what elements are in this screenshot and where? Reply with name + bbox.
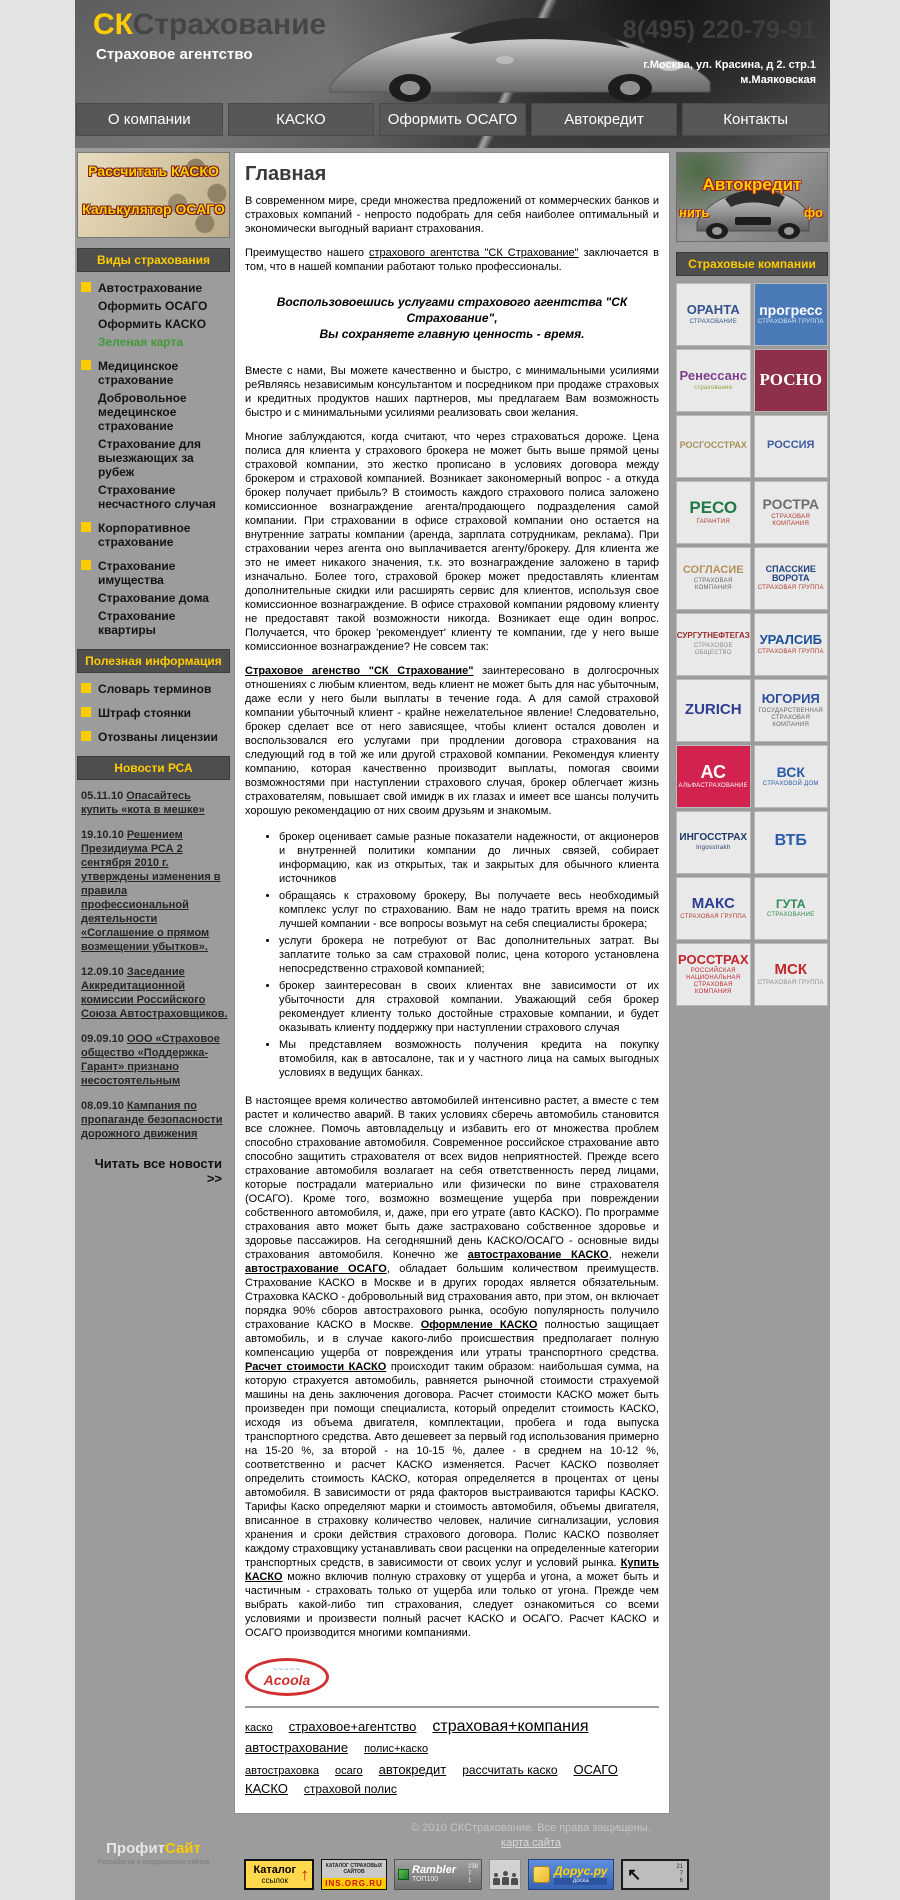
sitemap-link[interactable]: карта сайта bbox=[501, 1837, 561, 1849]
news-link: ООО «Страховое общество «Поддержка-Гарант» признано несостоятельным bbox=[81, 1033, 220, 1087]
news-item[interactable] bbox=[81, 1099, 228, 1141]
menu-item-label: Оформить ОСАГО bbox=[98, 299, 208, 313]
inline-link[interactable]: страхового агентства "СК Страхование" bbox=[369, 247, 579, 259]
nav-tab[interactable]: Оформить ОСАГО bbox=[379, 103, 526, 136]
menu-item-label: Отозваны лицензии bbox=[98, 730, 218, 744]
company-logo[interactable] bbox=[676, 547, 751, 610]
sidebar-menu-item[interactable] bbox=[77, 607, 230, 639]
sitemap bbox=[232, 1837, 830, 1849]
text-segment: , нежели bbox=[608, 1249, 659, 1261]
company-logo[interactable] bbox=[676, 613, 751, 676]
news-header: Новости РСА bbox=[77, 756, 230, 780]
benefits-list bbox=[279, 830, 659, 1080]
text-segment: происходит таким образом: наибольшая сумма, на которую страхуется автомобиль, равняется рыночной стоимости страхуемой машины на день заключения договора. Расчет стоимости КАСКО может быть произведен при помощи специалиста, который определит стоимость КАСКО, исходя из объема двигателя, комплектации, пробега и года выпуска транспортного средства. Авто дешевеет за первый год использования примерно на 15-20 %, за второй - на 10-15 %, далее - в среднем на 10-12 %, соответственно и расчет КАСКО изменяется. Расчет КАСКО позволяет определить стоимость КАСКО, которая определяется в процентах от цены автомобиля. В зависимости от ряда факторов выстраиваются тарифы КАСКО. Тарифы Каско определяют марки и стоимость автомобиля, объемы двигателя, вписанное в страховку количество человек, наличие сигнализации, условия хранения и сроки действия страхового договора. Полис КАСКО позволяет каждому страховщику устанавливать свои расценки на определенные категории транспортных средств, в зависимости от своих услуг и условий рынка. bbox=[245, 1361, 659, 1569]
company-logo[interactable] bbox=[676, 811, 751, 874]
news-date: 08.09.10 bbox=[81, 1100, 124, 1112]
company-logo[interactable] bbox=[676, 349, 751, 412]
menu-item-label: Добровольное медецинское страхование bbox=[98, 391, 187, 433]
company-subtitle: страхование bbox=[694, 384, 733, 391]
company-subtitle: СТРАХОВАЯ ГРУППА bbox=[757, 979, 824, 986]
company-name: ZURICH bbox=[684, 700, 742, 718]
banner-visitor-counter[interactable] bbox=[489, 1859, 521, 1890]
company-logo[interactable] bbox=[676, 283, 751, 346]
company-logo[interactable] bbox=[754, 811, 829, 874]
companies-header: Страховые компании bbox=[676, 252, 828, 276]
sidebar-menu-item[interactable] bbox=[77, 357, 230, 389]
intro-quote bbox=[259, 294, 645, 342]
company-subtitle: СТРАХОВАЯ ГРУППА bbox=[757, 585, 824, 592]
acoola-wave-decor: ~~~~~ bbox=[272, 1665, 302, 1674]
rambler-cube-icon bbox=[398, 1869, 409, 1880]
company-name: ЮГОРИЯ bbox=[761, 691, 820, 707]
news-item[interactable] bbox=[81, 828, 228, 954]
company-logo[interactable] bbox=[754, 481, 829, 544]
company-subtitle: ГОСУДАРСТВЕННАЯ СТРАХОВАЯ КОМПАНИЯ bbox=[758, 707, 824, 728]
person-icon bbox=[502, 1871, 509, 1885]
arrow-counter-numbers bbox=[676, 1864, 683, 1885]
menu-item-label: Страхование квартиры bbox=[98, 609, 176, 637]
tag-link[interactable]: автостраховка bbox=[245, 1765, 320, 1777]
arrow-up-left-icon: ↖ bbox=[627, 1865, 642, 1884]
rambler-top100: ТОП100 bbox=[412, 1876, 439, 1883]
news-date: 09.09.10 bbox=[81, 1033, 124, 1045]
news-list bbox=[77, 787, 230, 1141]
ins-banner-caption: КАТАЛОГ СТРАХОВЫХ САЙТОВ bbox=[322, 1860, 386, 1878]
company-name: АС bbox=[700, 761, 727, 782]
company-logo[interactable] bbox=[676, 943, 751, 1006]
text-segment: заключается в том, что в нашей компании работают только профессионалы. bbox=[245, 247, 660, 273]
news-item[interactable] bbox=[81, 1032, 228, 1088]
rambler-counter bbox=[468, 1864, 478, 1885]
nav-tab[interactable]: Контакты bbox=[682, 103, 829, 136]
company-subtitle: СТРАХОВАЯ ГРУППА bbox=[757, 648, 824, 655]
paragraph bbox=[245, 246, 659, 274]
person-icon bbox=[511, 1873, 518, 1885]
company-logo[interactable] bbox=[754, 415, 829, 478]
company-logo[interactable] bbox=[754, 349, 829, 412]
menu-item-label: Зеленая карта bbox=[98, 335, 183, 349]
sidebar-menu-item[interactable] bbox=[77, 315, 230, 333]
rambler-name: Rambler bbox=[412, 1864, 457, 1876]
sidebar-menu-item[interactable] bbox=[77, 704, 230, 722]
company-subtitle: СТРАХОВАНИЕ bbox=[766, 912, 815, 919]
paragraph bbox=[245, 664, 659, 818]
inline-link[interactable]: автострахование КАСКО bbox=[467, 1249, 609, 1261]
ins-banner-domain: INS.ORG.RU bbox=[322, 1878, 386, 1889]
menu-item-label: Страхование дома bbox=[98, 591, 209, 605]
company-logo[interactable] bbox=[754, 679, 829, 742]
sidebar-menu-item[interactable] bbox=[77, 481, 230, 513]
profitsite-logo[interactable]: ПрофитСайт bbox=[106, 1840, 201, 1857]
company-name: Ренессанс bbox=[679, 368, 747, 384]
inline-link[interactable]: Расчет стоимости КАСКО bbox=[245, 1361, 387, 1373]
sidebar-menu-item[interactable] bbox=[77, 279, 230, 297]
company-name: РОСНО bbox=[759, 369, 822, 389]
company-name: прогресс bbox=[759, 301, 823, 318]
tag-link[interactable]: автокредит bbox=[378, 1762, 447, 1777]
company-name: РОССИЯ bbox=[767, 438, 815, 451]
inline-link[interactable]: Купить КАСКО bbox=[245, 1557, 659, 1583]
profitsite-subtitle: Разработка и продвижение сайтов bbox=[97, 1859, 210, 1866]
rambler-count-3: 1 bbox=[467, 1878, 472, 1884]
menu-item-label: Страхование для выезжающих за рубеж bbox=[98, 437, 202, 479]
news-date: 12.09.10 bbox=[81, 966, 124, 978]
logo-rest: Страхование bbox=[132, 8, 327, 41]
company-subtitle: СТРАХОВАЯ ГРУППА bbox=[680, 913, 747, 920]
company-name: УРАЛСИБ bbox=[759, 632, 822, 648]
page-title: Главная bbox=[245, 163, 327, 185]
address-line1: г.Москва, ул. Красина, д 2. стр.1 bbox=[643, 59, 816, 71]
text-segment: заинтересовано в долгосрочных отношениях с любым клиентом, ведь клиент не может быть для нас убыточным, даже если у него были выплаты в течение года. А для самой страховой компании убыточный клиент - крайне нежелательное явление! Следовательно, брокер сделает все от него зависящее, чтобы клиент остался доволен и воспользовался его услугами при продлении договора страхования на следующий год в той же или другой страховой компании. Рекомендуя клиенту компанию, которая качественно производит выплаты, помогая своими возможностями при наступлении страхового случая, брокер облегчает жизнь страхователям, повышает свой имидж в их глазах и имеет все шансы получить хорошую рекомендацию от них своим друзьям и знакомым. bbox=[245, 665, 659, 817]
company-subtitle: ГАРАНТИЯ bbox=[696, 518, 730, 525]
paragraph: Многие заблуждаются, когда считают, что через страховаться дороже. Цена полиса для клиента у страхового брокера не может быть выше прямой цены страховой компании, это жестко прописано в условиях договора между брокером и страховой компанией. Возникает закономерный вопрос - а откуда брокер получает прибыль? В стоимость каждого страхового полиса заложено комиссионное вознаграждение агента/продающего подразделения самой компании. При страховании в офисе страховой компании оно остается на внутренние затраты компании (аренда, зарплата сотрудникам, реклама). При страховании через агента оно выплачивается агенту/брокеру. Для клиента же это не имеет никакого значения, т.к. это вознаграждение заложено в тариф изначально. Более того, страховой брокер может предоставлять клиентам дополнительные скидки или расширять сервис для клиентов, используя свое комиссионное вознаграждение. В офисе страховой компании рядовому клиенту не предоставят такой возможности никогда. Возникает еще один вопрос. Получается, что брокер 'рекомендует' клиенту те компании, где у него выше комиссионное вознаграждение? Не совсем так: bbox=[245, 431, 659, 653]
footer-banners bbox=[244, 1859, 830, 1890]
company-subtitle: СТРАХОВАЯ КОМПАНИЯ bbox=[771, 513, 811, 527]
company-logo[interactable] bbox=[754, 943, 829, 1006]
main-column bbox=[232, 152, 672, 1814]
nav-tab[interactable]: КАСКО bbox=[228, 103, 375, 136]
company-name: РОССТРАХ bbox=[677, 951, 749, 967]
company-subtitle: РОССИЙСКАЯ НАЦИОНАЛЬНАЯ СТРАХОВАЯ КОМПАНИЯ bbox=[686, 968, 741, 996]
inline-link[interactable]: Оформление КАСКО bbox=[420, 1319, 538, 1331]
nav-tab[interactable]: О компании bbox=[76, 103, 223, 136]
sidebar-menu-item[interactable] bbox=[77, 557, 230, 589]
tag-link[interactable]: осаго bbox=[335, 1765, 363, 1777]
company-name: МАКС bbox=[691, 895, 735, 913]
company-logo[interactable] bbox=[754, 613, 829, 676]
paragraph bbox=[245, 1094, 659, 1640]
copyright: © 2010 СКСтрахование. Все права защищены. bbox=[411, 1822, 651, 1834]
paragraph: В современном мире, среди множества предложений от коммерческих банков и страховых компаний - непросто подобрать для себя наиболее оптимальный и экономически выгодный вариант страхования. bbox=[245, 195, 659, 235]
benefit-item: • услуги брокера не потребуют от Вас дополнительных затрат. Вы заплатите только за сам страховой полис, цена которого установлена непосредственно страховой компанией; bbox=[279, 934, 659, 976]
banner-rambler-top100[interactable] bbox=[394, 1859, 482, 1890]
acoola-label: Acoola bbox=[263, 1672, 311, 1688]
news-link: Заседание Аккредитационной комиссии Российского Союза Автостраховщиков. bbox=[81, 966, 228, 1020]
menu-item-label: Штраф стоянки bbox=[98, 706, 191, 720]
footer bbox=[75, 1814, 830, 1900]
company-name: СПАССКИЕ ВОРОТА bbox=[765, 563, 816, 583]
text-segment: , обладает большим количеством преимуществ. Страхование КАСКО в Москве и в других городах является обязательным. Страховка КАСКО - добровольный вид страхования авто, при этом, он включает порядка 90% сборов автострахового рынка, особую популярность получило страхование КАСКО в Москве. bbox=[245, 1263, 660, 1331]
tag-link[interactable]: страховое+агентство bbox=[288, 1719, 417, 1734]
benefit-item: • брокер оценивает самые разные показатели надежности, от акционеров и внутренней политики компании до личных связей, собирает информацию, как из открытых, так и закрытых для обычного клиента источников bbox=[279, 830, 659, 886]
sidebar-menu-item[interactable] bbox=[77, 297, 230, 315]
menu-item-label: Оформить КАСКО bbox=[98, 317, 207, 331]
inline-link[interactable]: автострахование ОСАГО bbox=[245, 1263, 387, 1275]
company-name: МСК bbox=[774, 961, 807, 979]
company-subtitle: СТРАХОВАНИЕ bbox=[689, 318, 738, 325]
tag-link[interactable]: страховая+компания bbox=[432, 1718, 589, 1735]
phone-number: 8(495) 220-79-91 bbox=[622, 16, 816, 44]
tag-link[interactable]: КАСКО bbox=[245, 1781, 288, 1796]
company-logo[interactable] bbox=[754, 877, 829, 940]
company-name: СОГЛАСИЕ bbox=[682, 563, 744, 576]
company-name: ГУТА bbox=[775, 896, 806, 911]
up-arrow-icon: ↑ bbox=[300, 1865, 309, 1884]
insurance-types-header: Виды страхования bbox=[77, 248, 230, 272]
company-logo[interactable] bbox=[676, 679, 751, 742]
company-name: ВТБ bbox=[774, 832, 807, 850]
marquee-fragment-left: нить bbox=[679, 205, 710, 220]
catalog-banner-line1: Каталог bbox=[253, 1863, 297, 1876]
news-item[interactable] bbox=[81, 965, 228, 1021]
rambler-count-1: 238 bbox=[467, 1864, 478, 1870]
benefit-item: • обращаясь к страховому брокеру, Вы получаете весь необходимый комплекс услуг по страхованию. Вам не надо тратить время на поиск лучшей компании - все вопросы возьмут на себя специалисты брокера; bbox=[279, 889, 659, 931]
marquee-fragment-right: фо bbox=[803, 205, 823, 220]
rambler-text bbox=[412, 1865, 456, 1884]
menu-item-label: Страхование несчастного случая bbox=[98, 483, 216, 511]
tag-link[interactable]: полис+каско bbox=[364, 1743, 429, 1755]
tag-link[interactable]: автострахование bbox=[245, 1740, 349, 1755]
useful-info-menu bbox=[77, 680, 230, 746]
left-sidebar bbox=[75, 152, 232, 1814]
autocredit-banner[interactable] bbox=[676, 152, 828, 242]
company-name: ОРАНТА bbox=[686, 302, 740, 318]
address-line2: м.Маяковская bbox=[740, 74, 816, 86]
company-logo[interactable] bbox=[676, 877, 751, 940]
acoola-logo[interactable] bbox=[245, 1658, 329, 1696]
catalog-banner-text bbox=[249, 1865, 301, 1885]
site-column bbox=[75, 0, 830, 1900]
company-name: РОСГОССТРАХ bbox=[679, 439, 747, 450]
arrow-count-2: 7 bbox=[679, 1871, 683, 1877]
company-subtitle: СТРАХОВОЕ ОБЩЕСТВО bbox=[693, 642, 733, 656]
dorus-name: Дорус.ру bbox=[554, 1863, 608, 1878]
tag-cloud-row2 bbox=[245, 1762, 659, 1796]
company-logo[interactable] bbox=[754, 745, 829, 808]
content-box bbox=[234, 152, 670, 1814]
news-link: Кампания по пропаганде безопасности дорожного движения bbox=[81, 1100, 223, 1140]
company-logo[interactable] bbox=[676, 745, 751, 808]
sidebar-menu-item[interactable] bbox=[77, 435, 230, 481]
divider bbox=[245, 1706, 659, 1708]
site-tagline: Страховое агентство bbox=[96, 46, 253, 63]
sidebar-menu-item[interactable] bbox=[77, 728, 230, 746]
catalog-banner-line2: ссылок bbox=[261, 1875, 288, 1885]
text-segment: В настоящее время количество автомобилей интенсивно растет, а вместе с тем растет и количество аварий. В таких условиях сберечь автомобиль становится все сложнее. Помочь автовладельцу и избавить его от множества проблем способно страхование автомобиля. Современное российское страхование авто способно защитить страхователя от всех видов неприятностей. Прежде всего страхование автомобиля возлагает на себя ответственность перед лицами, которые пострадали материально или физически по вине страхователя (ОСАГО). Кроме того, возможно возмещение ущерба при повреждении собственного автомобиля, и, даже, при его утрате (авто КАСКО). По программе страхования авто может быть даже застраховано собственное здоровье и здоровье пассажиров. На сегодняшний день КАСКО/ОСАГО - основные виды страхования автомобиля. Конечно же bbox=[245, 1095, 659, 1261]
benefit-item: • Мы представляем возможность получения кредита на покупку втомобиля, как в автосалоне, так и у частного лица на самых выгодных условиях в ведущих банках. bbox=[279, 1038, 659, 1080]
sidebar-menu-item[interactable] bbox=[77, 389, 230, 435]
company-name: СУРГУТНЕФТЕГАЗ bbox=[676, 631, 750, 641]
news-item[interactable] bbox=[81, 789, 228, 817]
banner-catalog-ssylok[interactable] bbox=[244, 1859, 314, 1890]
news-link: Решением Президиума РСА 2 сентября 2010 г. утверждены изменения в правила профессиональной деятельности «Соглашение о прямом возмещении убытков». bbox=[81, 829, 221, 953]
news-date: 05.11.10 bbox=[81, 790, 124, 802]
dorus-text bbox=[554, 1865, 607, 1885]
notepad-icon bbox=[533, 1866, 550, 1883]
benefit-item: • брокер заинтересован в своих клиентах вне зависимости от их убыточности для страховой компании. Уважающий себя брокер рекомендует клиенту только достойные страховые компании, и будет оказывать клиенту поддержку при наступлении страхового случая bbox=[279, 979, 659, 1035]
header bbox=[75, 0, 830, 148]
company-name: ИНГОССТРАХ bbox=[679, 831, 748, 843]
company-name: ВСК bbox=[776, 763, 805, 780]
text-segment: Преимущество нашего bbox=[245, 247, 370, 259]
menu-item-label: Страхование имущества bbox=[98, 559, 176, 587]
insurance-types-menu bbox=[77, 279, 230, 639]
tag-link[interactable]: страховой полис bbox=[303, 1782, 397, 1796]
logo-accent: СК bbox=[93, 8, 133, 41]
address bbox=[643, 58, 816, 88]
news-date: 19.10.10 bbox=[81, 829, 124, 841]
company-logo[interactable] bbox=[754, 547, 829, 610]
arrow-count-3: 6 bbox=[679, 1878, 683, 1884]
rambler-count-2: 7 bbox=[467, 1871, 472, 1877]
company-name: РЕСО bbox=[689, 498, 738, 518]
company-logo[interactable] bbox=[754, 283, 829, 346]
sidebar-menu-item[interactable] bbox=[77, 519, 230, 551]
sidebar-menu-item[interactable] bbox=[77, 589, 230, 607]
company-subtitle: СТРАХОВАЯ КОМПАНИЯ bbox=[693, 578, 733, 592]
site-logo[interactable] bbox=[93, 8, 326, 42]
menu-item-label: Словарь терминов bbox=[98, 682, 212, 696]
banner-arrow-counter[interactable] bbox=[621, 1859, 689, 1890]
company-subtitle: Ingosstrakh bbox=[696, 845, 731, 852]
calc-osago-link[interactable]: Калькулятор ОСАГО bbox=[82, 201, 225, 217]
company-subtitle: АЛЬФАСТРАХОВАНИЕ bbox=[678, 783, 748, 790]
text-segment: полностью защищает автомобиль, и в случае какого-либо происшествия предполагает полную компенсацию ущерба от повреждения или утраты транспортного средства. bbox=[245, 1319, 660, 1359]
banner-dorus[interactable] bbox=[528, 1859, 614, 1890]
company-logo[interactable] bbox=[676, 415, 751, 478]
dorus-board-label: доска bbox=[554, 1878, 607, 1885]
sidebar-menu-item[interactable] bbox=[77, 333, 230, 351]
right-sidebar bbox=[672, 152, 830, 1814]
read-all-news-link[interactable]: Читать все новости >> bbox=[94, 1156, 222, 1186]
company-logo[interactable] bbox=[676, 481, 751, 544]
menu-item-label: Медицинское страхование bbox=[98, 359, 179, 387]
person-icon bbox=[493, 1873, 500, 1885]
tag-link[interactable]: ОСАГО bbox=[573, 1762, 618, 1777]
footer-studio bbox=[75, 1818, 232, 1890]
quote-line1: Воспользовоешись услугами страхового агентства "СК Страхование", bbox=[276, 295, 628, 325]
company-name: РОСТРА bbox=[762, 496, 820, 513]
company-subtitle: СТРАХОВАЯ ГРУППА bbox=[757, 319, 824, 326]
news-link: Опасайтесь купить «кота в мешке» bbox=[81, 790, 205, 816]
autocredit-title: Автокредит bbox=[702, 175, 802, 194]
paragraph: Вместе с нами, Вы можете качественно и быстро, с минимальными усилиями реЯвляясь независимым консультантом и посредником при продаже страховых и кредитных продуктов наших партнеров, мы предлагаем Вам возможность быстро и с минимальными усилиями реализовать свои желания. bbox=[245, 365, 659, 419]
calculator-banner bbox=[77, 152, 230, 238]
text-segment: можно включив полную страховку от ущерба и угона, а может быть и частичным - страховать только от ущерба или только от угона. Прежде чем выбрать какой-либо тип страхования, следует ознакомиться со всеми условиями и произвести полный расчет КАСКО и ОСАГО. Расчет КАСКО и ОСАГО производится многими компаниями. bbox=[245, 1571, 659, 1639]
sidebar-menu-item[interactable] bbox=[77, 680, 230, 698]
inline-link[interactable]: Страховое агенство "СК Страхование" bbox=[245, 665, 474, 677]
company-subtitle: СТРАХОВОЙ ДОМ bbox=[762, 781, 819, 788]
menu-item-label: Корпоративное страхование bbox=[98, 521, 191, 549]
tag-cloud-row1 bbox=[245, 1718, 659, 1755]
banner-ins-org-ru[interactable] bbox=[321, 1859, 387, 1890]
footer-center bbox=[232, 1818, 830, 1890]
companies-grid bbox=[676, 283, 828, 1012]
quote-line2: Вы сохраняете главную ценность - время. bbox=[319, 327, 585, 341]
tag-link[interactable]: каско bbox=[245, 1722, 273, 1734]
nav-tab[interactable]: Автокредит bbox=[531, 103, 678, 136]
useful-info-header: Полезная информация bbox=[77, 649, 230, 673]
arrow-count-1: 21 bbox=[676, 1864, 683, 1870]
calc-kasko-link[interactable]: Рассчитать КАСКО bbox=[88, 163, 219, 179]
tag-link[interactable]: рассчитать каско bbox=[462, 1763, 558, 1777]
menu-item-label: Автострахование bbox=[98, 281, 203, 295]
main-nav bbox=[75, 103, 830, 136]
body-row bbox=[75, 148, 830, 1814]
